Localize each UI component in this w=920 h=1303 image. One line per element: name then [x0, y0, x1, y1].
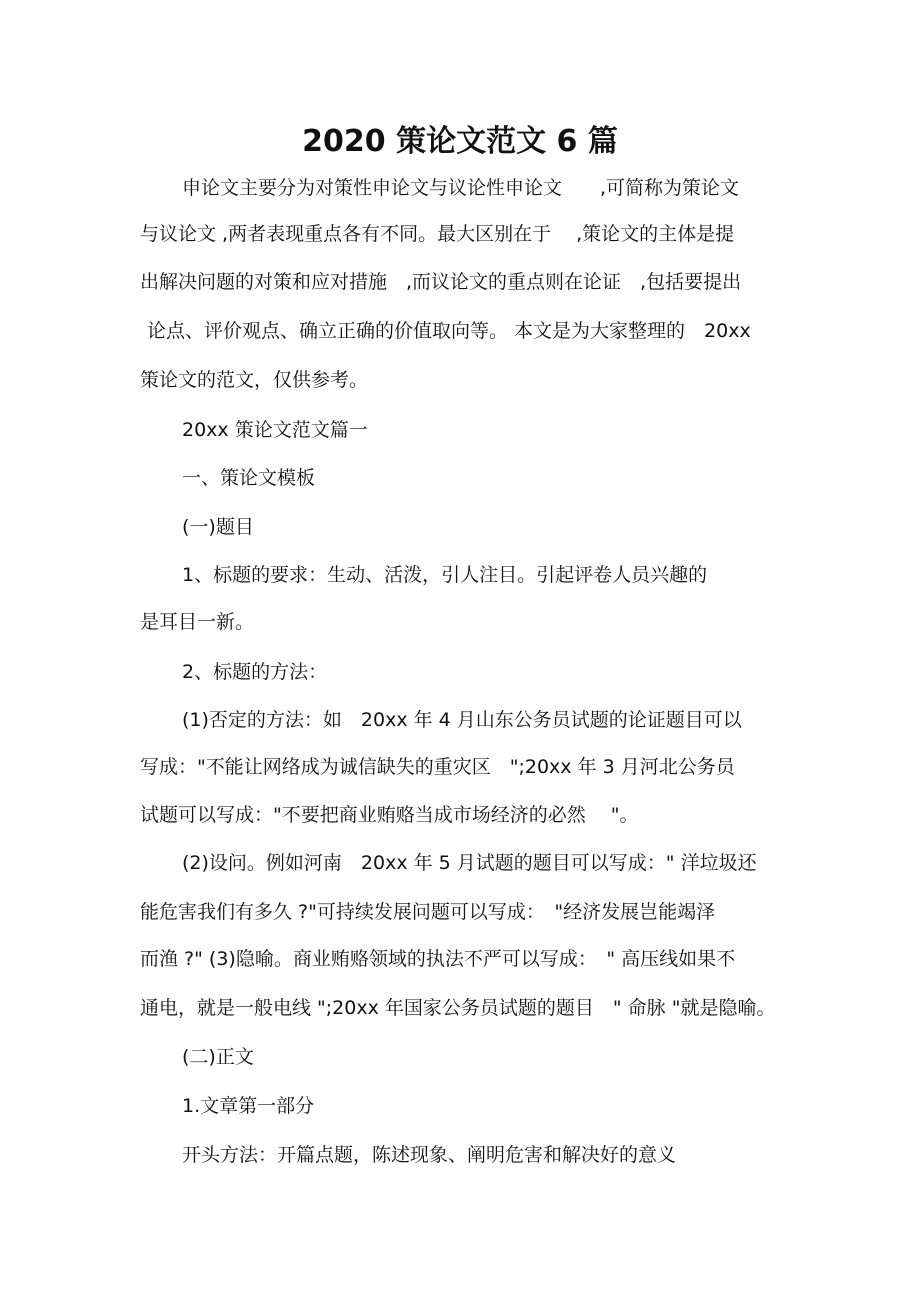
section-heading: 1.文章第一部分 [182, 1095, 315, 1117]
subsection-heading: (一)题目 [182, 516, 254, 538]
paragraph-line: 试题可以写成："不要把商业贿赂当成市场经济的必然 "。 [140, 804, 639, 826]
paragraph-line: 出解决问题的对策和应对措施 ,而议论文的重点则在论证 ,包括要提出 [140, 271, 742, 293]
paragraph-line: 策论文的范文，仅供参考。 [140, 369, 369, 391]
paragraph-line: 与议论文 ,两者表现重点各有不同。最大区别在于 ,策论文的主体是提 [140, 223, 735, 245]
paragraph-line: (1)否定的方法：如 20xx 年 4 月山东公务员试题的论证题目可以 [182, 709, 742, 731]
paragraph-line: 申论文主要分为对策性申论文与议论性申论文 ,可简称为策论文 [182, 177, 740, 199]
paragraph-line: 写成："不能让网络成为诚信缺失的重灾区 ";20xx 年 3 月河北公务员 [140, 756, 735, 778]
paragraph-line: 开头方法：开篇点题，陈述现象、阐明危害和解决好的意义 [182, 1144, 677, 1166]
paragraph-line: 通电，就是一般电线 ";20xx 年国家公务员试题的题目 " 命脉 "就是隐喻。 [140, 997, 776, 1019]
section-heading: 20xx 策论文范文篇一 [182, 419, 368, 441]
subsection-heading: (二)正文 [182, 1046, 254, 1068]
paragraph-line: 论点、评价观点、确立正确的价值取向等。 本文是为大家整理的 20xx [147, 320, 751, 342]
paragraph-line: (2)设问。例如河南 20xx 年 5 月试题的题目可以写成：" 洋垃圾还 [182, 852, 757, 874]
paragraph-line: 1、标题的要求：生动、活泼，引人注目。引起评卷人员兴趣的 [182, 564, 708, 586]
paragraph-line: 能危害我们有多久 ?"可持续发展问题可以写成： "经济发展岂能竭泽 [140, 901, 716, 923]
paragraph-line: 2、标题的方法： [182, 661, 328, 683]
paragraph-line: 是耳目一新。 [140, 611, 255, 633]
section-heading: 一、策论文模板 [182, 467, 316, 489]
paragraph-line: 而渔 ?" (3)隐喻。商业贿赂领域的执法不严可以写成： " 高压线如果不 [140, 948, 736, 970]
document-title: 2020 策论文范文 6 篇 [302, 124, 618, 159]
